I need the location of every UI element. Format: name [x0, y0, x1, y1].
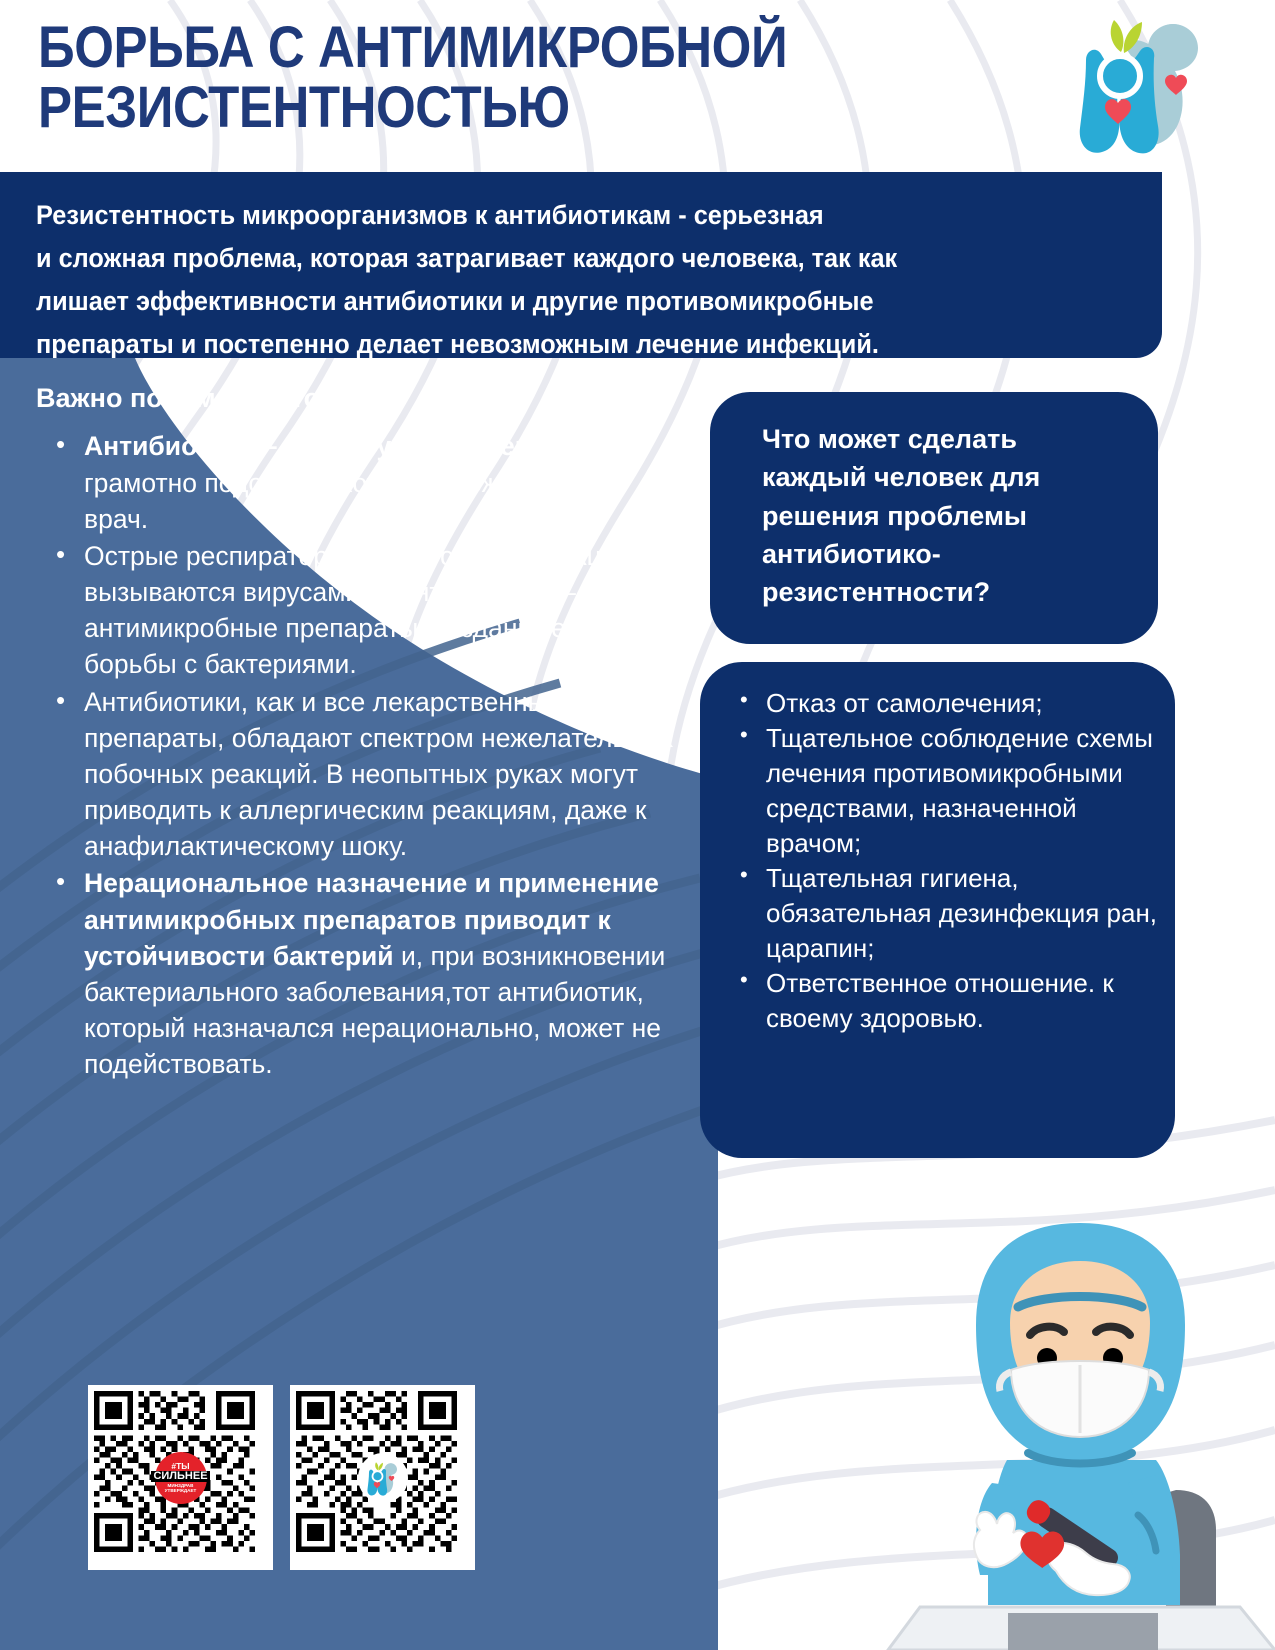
question-panel	[710, 392, 1158, 644]
actions-bullet-list	[718, 686, 1163, 1036]
intro-line-2: и сложная проблема, которая затрагивает каждого человека, так как	[36, 242, 898, 273]
health-family-logo-icon	[363, 1458, 403, 1498]
qr-center-badge	[155, 1452, 207, 1504]
page-title-line-2: РЕЗИСТЕНТНОСТЬЮ	[38, 74, 570, 140]
medical-worker-illustration	[880, 1175, 1275, 1650]
badge-line-1: #ТЫ	[171, 1460, 190, 1471]
list-item: • Тщательная гигиена, обязательная дезинфекция ран, царапин;	[718, 861, 1163, 966]
actions-panel	[700, 662, 1175, 1158]
health-family-logo-small	[358, 1453, 408, 1503]
intro-line-1: Резистентность микроорганизмов к антибиотикам - серьезная	[36, 200, 824, 230]
poster-header	[0, 0, 1275, 172]
left-panel-content	[36, 382, 686, 1083]
intro-banner	[0, 172, 1162, 358]
qr-center-badge	[358, 1453, 408, 1503]
intro-line-4: препараты и постепенно делает невозможным лечение инфекций.	[36, 328, 879, 359]
intro-line-3: лишает эффективности антибиотики и другие противомикробные	[36, 285, 874, 316]
bullet-rest: Острые респираторные вирусные инфекции вызываются вирусами. А антибиотики – антимикробные препараты, созданные для борьбы с бактериями.	[84, 540, 632, 680]
qr-code-ty-silnee[interactable]	[88, 1385, 273, 1570]
left-panel-bullet-list	[36, 428, 686, 1082]
list-item	[36, 865, 686, 1082]
bullet-rest: , грамотно подобрать которые может только врач.	[84, 431, 620, 534]
bullet-rest: и, при возникновении бактериального заболевания,тот антибиотик, который назначался нерационально, может не подействовать.	[84, 940, 666, 1080]
qr-code-health-portal[interactable]	[290, 1385, 475, 1570]
bullet-rest: Антибиотики, как и все лекарственные препараты, обладают спектром нежелательных побочных реакций. В неопытных руках могут приводить к аллергическим реакциям, даже к анафилактическому шоку.	[84, 686, 674, 862]
list-item: • Тщательное соблюдение схемы лечения противомикробными средствами, назначенной врачом;	[718, 721, 1163, 861]
intro-banner-text	[36, 194, 1096, 366]
health-family-logo	[1062, 8, 1222, 158]
list-item	[36, 538, 686, 683]
question-panel-text: Что может сделать каждый человек для решения проблемы антибиотико-резистентности?	[762, 424, 1041, 608]
list-item: • Ответственное отношение. к своему здоровью.	[718, 966, 1163, 1036]
left-panel-heading: Важно понимать, что:	[36, 383, 330, 413]
page-title-line-1: БОРЬБА С АНТИМИКРОБНОЙ	[38, 15, 788, 80]
list-item	[36, 684, 686, 865]
badge-line-2: СИЛЬНЕЕ	[153, 1470, 208, 1483]
list-item: • Отказ от самолечения;	[718, 686, 1163, 721]
badge-line-3: МИНЗДРАВ УТВЕРЖДАЕТ	[164, 1483, 197, 1493]
list-item	[36, 428, 686, 537]
bullet-bold-lead: Антибиотики – рецептурные препараты	[84, 431, 613, 462]
ty-silnee-badge	[155, 1452, 207, 1504]
bullet-bold-lead: Нерациональное назначение и применение антимикробных препаратов приводит к устойчивости бактерий	[84, 868, 659, 971]
page-title	[38, 15, 918, 140]
